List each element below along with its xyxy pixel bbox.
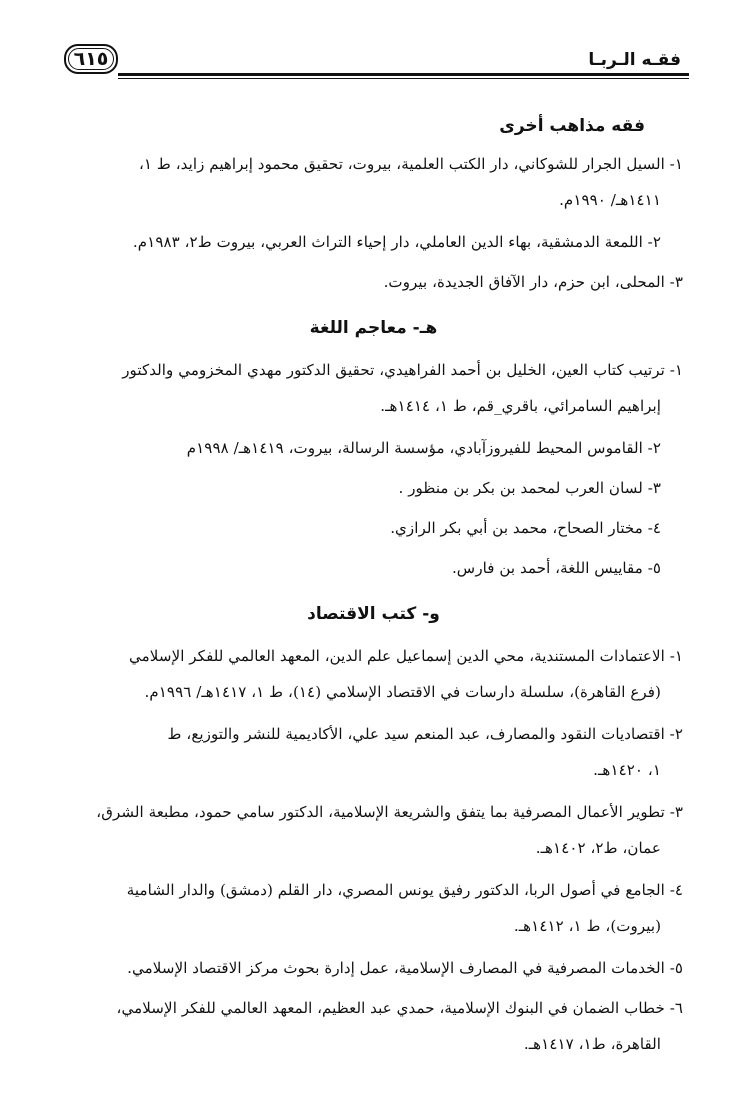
reference-entry	[64, 146, 683, 218]
entry-line: ٥- مقاييس اللغة، أحمد بن فارس.	[451, 559, 661, 577]
entry-line: ٦- خطاب الضمان في البنوك الإسلامية، حمدي عبد العظيم، المعهد العالمي للفكر الإسلامي،	[116, 999, 683, 1017]
reference-entry	[64, 990, 683, 1062]
entry-line-continued: ١، ١٤٢٠هـ.	[593, 761, 661, 779]
entry-line: ٢- اللمعة الدمشقية، بهاء الدين العاملي، دار إحياء التراث العربي، بيروت ط٢، ١٩٨٣م.	[132, 233, 661, 251]
section-title: فقه مذاهب أخرى	[499, 116, 645, 136]
entry-line-continued: إبراهيم السامرائي، باقري_قم، ط ١، ١٤١٤هـ.	[380, 397, 661, 415]
page-header	[64, 40, 689, 86]
entry-line-continued: (بيروت)، ط ١، ١٤١٢هـ.	[513, 917, 661, 935]
reference-entry	[64, 794, 683, 866]
reference-entry	[64, 550, 683, 586]
section-title: هـ- معاجم اللغة	[309, 318, 438, 338]
entry-line-continued: ١٤١١هـ/ ١٩٩٠م.	[559, 191, 661, 209]
entry-line-continued: القاهرة، ط١، ١٤١٧هـ.	[523, 1035, 661, 1053]
entry-line-continued: عمان، ط٢، ١٤٠٢هـ.	[535, 839, 661, 857]
reference-entry	[64, 224, 683, 260]
header-rule	[118, 73, 689, 76]
header-rule-thin	[118, 78, 689, 79]
entry-line: ١- الاعتمادات المستندية، محي الدين إسماعيل علم الدين، المعهد العالمي للفكر الإسلامي	[129, 647, 683, 665]
reference-entry	[64, 872, 683, 944]
reference-entry	[64, 716, 683, 788]
reference-entry	[64, 638, 683, 710]
reference-entry	[64, 264, 683, 300]
entry-line: ٣- لسان العرب لمحمد بن بكر بن منظور .	[398, 479, 661, 497]
running-title: فقـه الـربـا	[588, 50, 681, 70]
entry-line: ٢- اقتصاديات النقود والمصارف، عبد المنعم سيد علي، الأكاديمية للنشر والتوزيع، ط	[167, 725, 683, 743]
entry-line: ٢- القاموس المحيط للفيروزآبادي، مؤسسة الرسالة، بيروت، ١٤١٩هـ/ ١٩٩٨م	[186, 439, 661, 457]
reference-entry	[64, 352, 683, 424]
entry-line: ١- ترتيب كتاب العين، الخليل بن أحمد الفراهيدي، تحقيق الدكتور مهدي المخزومي والدكتور	[122, 361, 683, 379]
entry-line: ٣- تطوير الأعمال المصرفية بما يتفق والشريعة الإسلامية، الدكتور سامي حمود، مطبعة الشرق،	[96, 803, 683, 821]
entry-line: ٤- الجامع في أصول الربا، الدكتور رفيق يونس المصري، دار القلم (دمشق) والدار الشامية	[126, 881, 683, 899]
section-title: و- كتب الاقتصاد	[307, 604, 440, 624]
page-body	[64, 108, 683, 1068]
reference-entry	[64, 470, 683, 506]
reference-entry	[64, 950, 683, 986]
entry-line: ٣- المحلى، ابن حزم، دار الآفاق الجديدة، بيروت.	[383, 273, 683, 291]
page-number: ٦١٥	[64, 44, 118, 74]
entry-line: ١- السيل الجرار للشوكاني، دار الكتب العلمية، بيروت، تحقيق محمود إبراهيم زايد، ط ١،	[138, 155, 683, 173]
entry-line-continued: (فرع القاهرة)، سلسلة دارسات في الاقتصاد الإسلامي (١٤)، ط ١، ١٤١٧هـ/ ١٩٩٦م.	[144, 683, 661, 701]
entry-line: ٥- الخدمات المصرفية في المصارف الإسلامية، عمل إدارة بحوث مركز الاقتصاد الإسلامي.	[127, 959, 683, 977]
reference-entry	[64, 430, 683, 466]
reference-entry	[64, 510, 683, 546]
entry-line: ٤- مختار الصحاح، محمد بن أبي بكر الرازي.	[390, 519, 661, 537]
